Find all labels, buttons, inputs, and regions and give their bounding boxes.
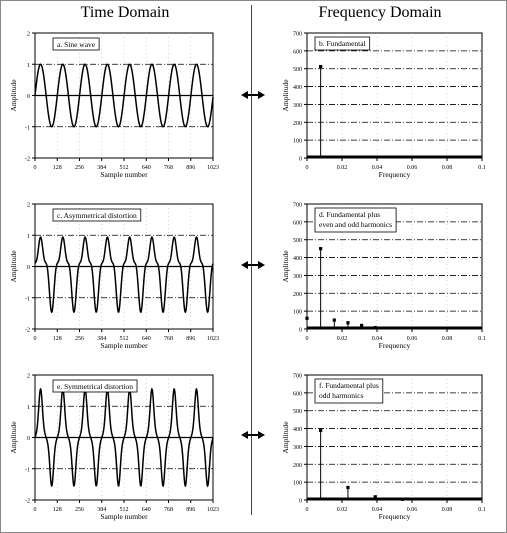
- y-tick-label: -2: [25, 498, 30, 505]
- x-tick-label: 0.1: [478, 336, 486, 342]
- y-tick-label: 200: [293, 120, 302, 127]
- x-tick-label: 0.02: [336, 507, 348, 513]
- spectral-point: [333, 318, 336, 321]
- arrow-head-left: [241, 261, 248, 269]
- y-tick-label: 1: [27, 233, 30, 240]
- spectral-point: [346, 321, 349, 324]
- x-tick-label: 256: [75, 336, 84, 342]
- y-tick-label: 700: [293, 202, 302, 209]
- spectral-point: [319, 65, 322, 68]
- x-tick-label: 128: [52, 165, 62, 171]
- arrow-head-right: [258, 91, 265, 99]
- x-tick-label: 0.08: [441, 507, 453, 513]
- y-tick-label: 500: [293, 67, 302, 74]
- x-tick-label: 0: [305, 507, 309, 513]
- x-tick-label: 896: [186, 336, 196, 342]
- x-tick-label: 640: [141, 336, 151, 342]
- transform-pair-arrow: [241, 91, 265, 99]
- x-tick-label: 0: [33, 507, 37, 513]
- arrow-head-right: [258, 431, 265, 439]
- chart-title: d. Fundamental plus: [319, 210, 381, 219]
- y-tick-label: 500: [293, 409, 302, 416]
- x-tick-label: 512: [119, 507, 129, 513]
- y-axis-label: Amplitude: [281, 250, 290, 283]
- x-tick-label: 384: [97, 507, 107, 513]
- y-tick-label: 400: [293, 427, 302, 434]
- y-tick-label: 600: [293, 220, 302, 227]
- chart-title: e. Symmetrical distortion: [57, 382, 134, 391]
- y-tick-label: 400: [293, 256, 302, 263]
- chart-title: even and odd harmonics: [319, 220, 393, 229]
- x-tick-label: 256: [75, 165, 84, 171]
- x-tick-label: 0: [33, 165, 37, 171]
- y-tick-label: 1: [27, 404, 30, 411]
- chart-title: odd harmonics: [319, 391, 364, 400]
- y-axis-label: Amplitude: [9, 250, 18, 283]
- y-tick-label: 300: [293, 273, 302, 280]
- spectral-point: [374, 495, 377, 498]
- x-tick-label: 768: [164, 336, 173, 342]
- y-axis-label: Amplitude: [9, 79, 18, 112]
- x-tick-label: 0: [305, 336, 309, 342]
- x-tick-label: 896: [186, 165, 196, 171]
- y-tick-label: 2: [27, 31, 30, 38]
- y-tick-label: 1: [27, 62, 30, 69]
- x-tick-label: 0.06: [406, 507, 418, 513]
- y-tick-label: 0: [27, 265, 30, 271]
- y-tick-label: 100: [293, 138, 302, 145]
- x-tick-label: 512: [119, 336, 129, 342]
- x-tick-label: 512: [119, 165, 129, 171]
- y-tick-label: 600: [293, 391, 302, 398]
- chart-title: a. Sine wave: [57, 40, 96, 49]
- x-tick-label: 0.02: [336, 336, 348, 342]
- x-tick-label: 640: [141, 507, 151, 513]
- y-tick-label: 0: [299, 327, 302, 334]
- y-tick-label: 400: [293, 85, 302, 92]
- y-tick-label: 200: [293, 462, 302, 469]
- y-tick-label: 500: [293, 238, 302, 245]
- spectral-point: [401, 498, 404, 501]
- arrow-head-left: [241, 431, 248, 439]
- y-axis-label: Amplitude: [281, 79, 290, 112]
- x-tick-label: 768: [164, 507, 173, 513]
- x-tick-label: 0.04: [371, 165, 383, 171]
- spectral-point: [346, 486, 349, 489]
- x-axis-label: Sample number: [100, 512, 148, 521]
- x-tick-label: 0.06: [406, 336, 418, 342]
- y-tick-label: 2: [27, 373, 30, 380]
- x-tick-label: 1023: [207, 165, 219, 171]
- y-tick-label: -2: [25, 327, 30, 334]
- x-tick-label: 0.1: [478, 165, 486, 171]
- x-tick-label: 768: [164, 165, 173, 171]
- y-axis-label: Amplitude: [281, 421, 290, 454]
- y-tick-label: -1: [25, 125, 30, 132]
- time-domain-heading: Time Domain: [80, 4, 170, 21]
- x-tick-label: 640: [141, 165, 151, 171]
- spectral-point: [319, 429, 322, 432]
- y-tick-label: 0: [27, 436, 30, 442]
- x-tick-label: 0.02: [336, 165, 348, 171]
- x-tick-label: 0.06: [406, 165, 418, 171]
- x-tick-label: 0.08: [441, 336, 453, 342]
- y-tick-label: 700: [293, 373, 302, 380]
- x-tick-label: 384: [97, 165, 107, 171]
- x-axis-label: Frequency: [378, 341, 411, 350]
- y-tick-label: 100: [293, 309, 302, 316]
- chart-title: b. Fundamental: [319, 39, 366, 48]
- y-tick-label: 600: [293, 49, 302, 56]
- y-tick-label: 300: [293, 444, 302, 451]
- y-tick-label: 0: [27, 94, 30, 100]
- x-tick-label: 1023: [207, 507, 219, 513]
- x-tick-label: 0: [305, 165, 309, 171]
- y-tick-label: -1: [25, 467, 30, 474]
- x-tick-label: 1023: [207, 336, 219, 342]
- x-tick-label: 896: [186, 507, 196, 513]
- spectral-point: [305, 317, 308, 320]
- frequency-domain-heading: Frequency Domain: [318, 4, 442, 21]
- x-tick-label: 128: [52, 336, 62, 342]
- y-tick-label: 300: [293, 102, 302, 109]
- x-tick-label: 0.1: [478, 507, 486, 513]
- x-axis-label: Sample number: [100, 341, 148, 350]
- spectral-point: [319, 247, 322, 250]
- y-tick-label: 200: [293, 291, 302, 298]
- y-tick-label: 100: [293, 480, 302, 487]
- chart-title: c. Asymmetrical distortion: [57, 211, 137, 220]
- x-tick-label: 256: [75, 507, 84, 513]
- transform-pair-arrow: [241, 261, 265, 269]
- x-tick-label: 384: [97, 336, 107, 342]
- y-tick-label: 700: [293, 31, 302, 38]
- x-tick-label: 128: [52, 507, 62, 513]
- spectral-point: [374, 326, 377, 329]
- chart-title: f. Fundamental plus: [319, 381, 379, 390]
- x-tick-label: 0.04: [371, 336, 383, 342]
- arrow-head-left: [241, 91, 248, 99]
- x-axis-label: Frequency: [378, 512, 411, 521]
- x-tick-label: 0.08: [441, 165, 453, 171]
- y-axis-label: Amplitude: [9, 421, 18, 454]
- y-tick-label: 0: [299, 498, 302, 505]
- y-tick-label: 2: [27, 202, 30, 209]
- y-tick-label: -2: [25, 156, 30, 163]
- arrow-head-right: [258, 261, 265, 269]
- y-tick-label: -1: [25, 296, 30, 303]
- x-axis-label: Frequency: [378, 170, 411, 179]
- transform-pair-arrow: [241, 431, 265, 439]
- x-axis-label: Sample number: [100, 170, 148, 179]
- x-tick-label: 0: [33, 336, 37, 342]
- x-tick-label: 0.04: [371, 507, 383, 513]
- plot-area-b: [307, 33, 482, 158]
- spectral-point: [360, 324, 363, 327]
- y-tick-label: 0: [299, 156, 302, 163]
